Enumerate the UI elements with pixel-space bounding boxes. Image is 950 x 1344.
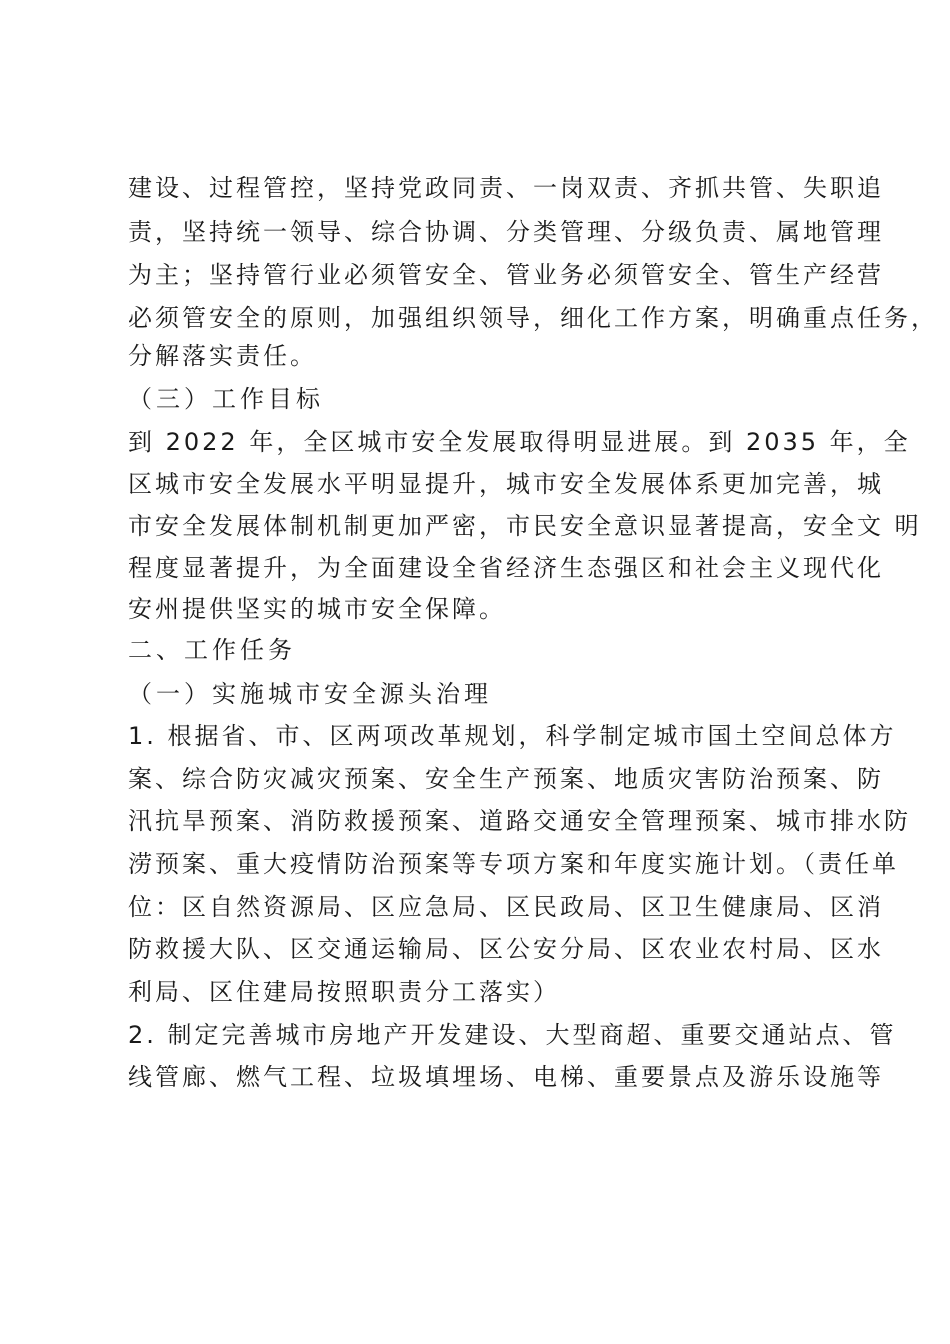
paragraph-line: 责，坚持统一领导、综合协调、分类管理、分级负责、属地管理 (128, 218, 884, 246)
paragraph-line: 建设、过程管控，坚持党政同责、一岗双责、齐抓共管、失职追 (128, 174, 884, 202)
paragraph-line: 为主；坚持管行业必须管安全、管业务必须管安全、管生产经营 (128, 261, 884, 289)
section-heading: 二、工作任务 (128, 636, 296, 664)
paragraph-line: 到 2022 年，全区城市安全发展取得明显进展。到 2035 年，全 (128, 428, 911, 456)
paragraph-line: 线管廊、燃气工程、垃圾填埋场、电梯、重要景点及游乐设施等 (128, 1063, 884, 1091)
paragraph-line: 安州提供坚实的城市安全保障。 (128, 595, 506, 623)
paragraph-line: 防救援大队、区交通运输局、区公安分局、区农业农村局、区水 (128, 935, 884, 963)
paragraph-line: 汛抗旱预案、消防救援预案、道路交通安全管理预案、城市排水防 (128, 807, 911, 835)
paragraph-line: 分解落实责任。 (128, 342, 317, 370)
paragraph-line: 区城市安全发展水平明显提升，城市安全发展体系更加完善，城 (128, 470, 884, 498)
paragraph-line: 必须管安全的原则，加强组织领导，细化工作方案，明确重点任务， (128, 304, 938, 332)
paragraph-line: 2. 制定完善城市房地产开发建设、大型商超、重要交通站点、管 (128, 1021, 897, 1049)
subsection-heading: （一）实施城市安全源头治理 (128, 680, 492, 708)
paragraph-line: 涝预案、重大疫情防治预案等专项方案和年度实施计划。（责任单 (128, 850, 899, 878)
paragraph-line: 利局、区住建局按照职责分工落实） (128, 978, 560, 1006)
section-heading: （三）工作目标 (128, 385, 324, 413)
paragraph-line: 案、综合防灾减灾预案、安全生产预案、地质灾害防治预案、防 (128, 765, 884, 793)
paragraph-line: 程度显著提升，为全面建设全省经济生态强区和社会主义现代化 (128, 554, 884, 582)
paragraph-line: 位：区自然资源局、区应急局、区民政局、区卫生健康局、区消 (128, 893, 884, 921)
paragraph-line: 市安全发展体制机制更加严密，市民安全意识显著提高，安全文 明 (128, 512, 922, 540)
paragraph-line: 1. 根据省、市、区两项改革规划，科学制定城市国土空间总体方 (128, 722, 897, 750)
